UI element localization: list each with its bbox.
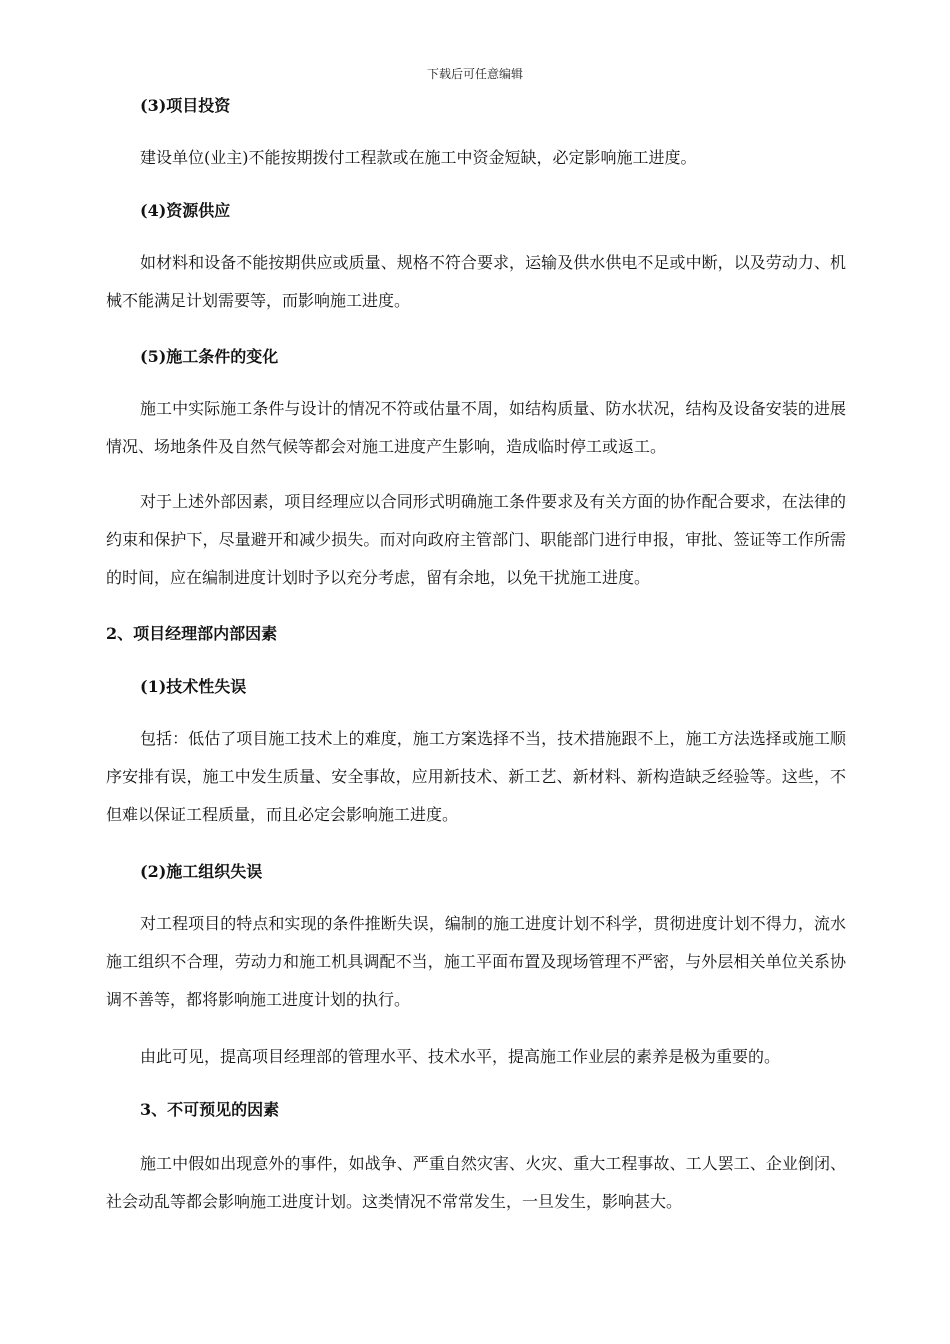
- paragraph-condition-change: 施工中实际施工条件与设计的情况不符或估量不周，如结构质量、防水状况，结构及设备安装的进展情况、场地条件及自然气候等都会对施工进度产生影响，造成临时停工或返工。: [106, 399, 846, 456]
- paragraph-unforeseen: 施工中假如出现意外的事件，如战争、严重自然灾害、火灾、重大工程事故、工人罢工、企业倒闭、社会动乱等都会影响施工进度计划。这类情况不常常发生，一旦发生，影响甚大。: [106, 1154, 846, 1211]
- heading-resource-supply: (4)资源供应: [140, 201, 231, 220]
- paragraph-organization-error: 对工程项目的特点和实现的条件推断失误，编制的施工进度计划不科学，贯彻进度计划不得力，流水施工组织不合理，劳动力和施工机具调配不当，施工平面布置及现场管理不严密，与外层相关单位关系协调不善等，都将影响施工进度计划的执行。: [106, 914, 846, 1009]
- page-header: 下载后可任意编辑: [426, 67, 523, 81]
- paragraph-project-investment: 建设单位(业主)不能按期拨付工程款或在施工中资金短缺，必定影响施工进度。: [140, 148, 697, 167]
- paragraph-resource-supply: 如材料和设备不能按期供应或质量、规格不符合要求，运输及供水供电不足或中断，以及劳动力、机械不能满足计划需要等，而影响施工进度。: [106, 253, 846, 310]
- heading-condition-change: (5)施工条件的变化: [140, 347, 279, 366]
- heading-unforeseen: 3、不可预见的因素: [140, 1100, 280, 1119]
- heading-technical-error: (1)技术性失误: [140, 677, 247, 696]
- heading-internal-factors: 2、项目经理部内部因素: [106, 624, 278, 643]
- heading-project-investment: (3)项目投资: [140, 96, 231, 115]
- paragraph-external-summary: 对于上述外部因素，项目经理应以合同形式明确施工条件要求及有关方面的协作配合要求，在法律的约束和保护下，尽量避开和减少损失。而对向政府主管部门、职能部门进行申报，审批、签证等工作所需的时间，应在编制进度计划时予以充分考虑，留有余地，以免干扰施工进度。: [106, 492, 846, 587]
- paragraph-management-summary: 由此可见，提高项目经理部的管理水平、技术水平，提高施工作业层的素养是极为重要的。: [140, 1047, 781, 1066]
- heading-organization-error: (2)施工组织失误: [140, 862, 263, 881]
- paragraph-technical-error: 包括：低估了项目施工技术上的难度，施工方案选择不当，技术措施跟不上，施工方法选择或施工顺序安排有误，施工中发生质量、安全事故，应用新技术、新工艺、新材料、新构造缺乏经验等。这些，不但难以保证工程质量，而且必定会影响施工进度。: [106, 729, 846, 824]
